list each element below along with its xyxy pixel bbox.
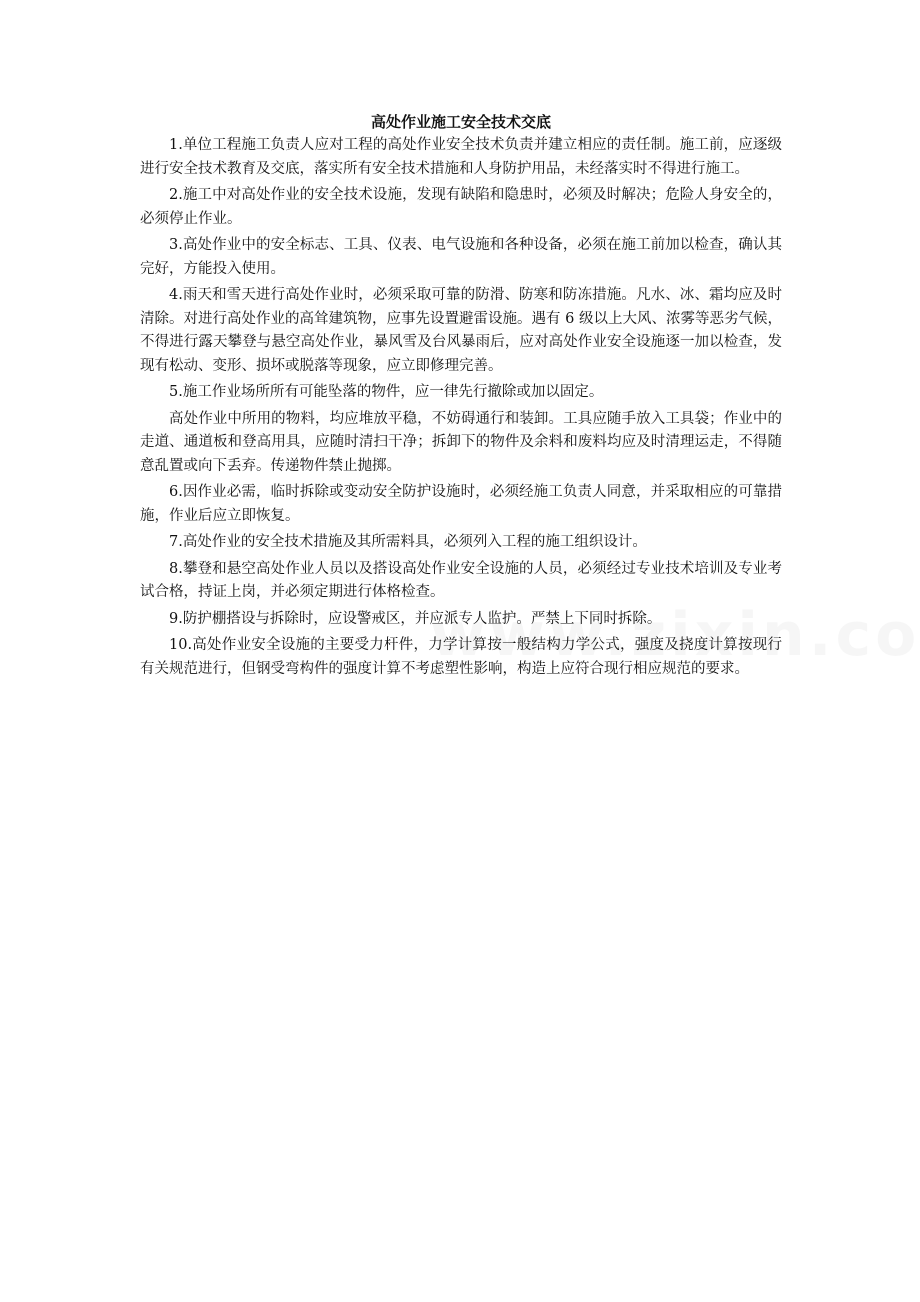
paragraph-6: 6.因作业必需，临时拆除或变动安全防护设施时，必须经施工负责人同意，并采取相应的可靠措施，作业后应立即恢复。: [140, 484, 782, 524]
paragraph-8: 8.攀登和悬空高处作业人员以及搭设高处作业安全设施的人员，必须经过专业技术培训及专业考试合格，持证上岗，并必须定期进行体格检查。: [140, 560, 782, 600]
paragraph-4: 4.雨天和雪天进行高处作业时，必须采取可靠的防滑、防寒和防冻措施。凡水、冰、霜均应及时清除。对进行高处作业的高耸建筑物，应事先设置避雷设施。遇有 6 级以上大风、浓雾等恶劣气候，不得进行露天攀登与悬空高处作业，暴风雪及台风暴雨后，应对高处作业安全设施逐一加以检查，发现有松动、变形、损坏或脱落等现象，应立即修理完善。: [140, 287, 782, 374]
document-page: [140, 110, 782, 684]
paragraph-7: 7.高处作业的安全技术措施及其所需料具，必须列入工程的施工组织设计。: [169, 534, 647, 550]
paragraph-2: 2.施工中对高处作业的安全技术设施，发现有缺陷和隐患时，必须及时解决；危险人身安全的，必须停止作业。: [140, 187, 782, 227]
paragraph-5-continued: 高处作业中所用的物料，均应堆放平稳，不妨碍通行和装卸。工具应随手放入工具袋；作业中的走道、通道板和登高用具，应随时清扫干净；拆卸下的物件及余料和废料均应及时清理运走，不得随意乱置或向下丢弃。传递物件禁止抛掷。: [140, 410, 782, 474]
document-title: 高处作业施工安全技术交底: [370, 113, 551, 131]
paragraph-1: 1.单位工程施工负责人应对工程的高处作业安全技术负责并建立相应的责任制。施工前，应逐级进行安全技术教育及交底，落实所有安全技术措施和人身防护用品，未经落实时不得进行施工。: [140, 137, 782, 177]
paragraph-5: 5.施工作业场所所有可能坠落的物件，应一律先行撤除或加以固定。: [169, 384, 604, 400]
paragraph-3: 3.高处作业中的安全标志、工具、仪表、电气设施和各种设备，必须在施工前加以检查，确认其完好，方能投入使用。: [140, 237, 782, 277]
paragraph-10: 10.高处作业安全设施的主要受力杆件，力学计算按一般结构力学公式，强度及挠度计算按现行有关规范进行，但钢受弯构件的强度计算不考虑塑性影响，构造上应符合现行相应规范的要求。: [140, 637, 782, 677]
paragraph-9: 9.防护棚搭设与拆除时，应设警戒区，并应派专人监护。严禁上下同时拆除。: [169, 610, 662, 627]
